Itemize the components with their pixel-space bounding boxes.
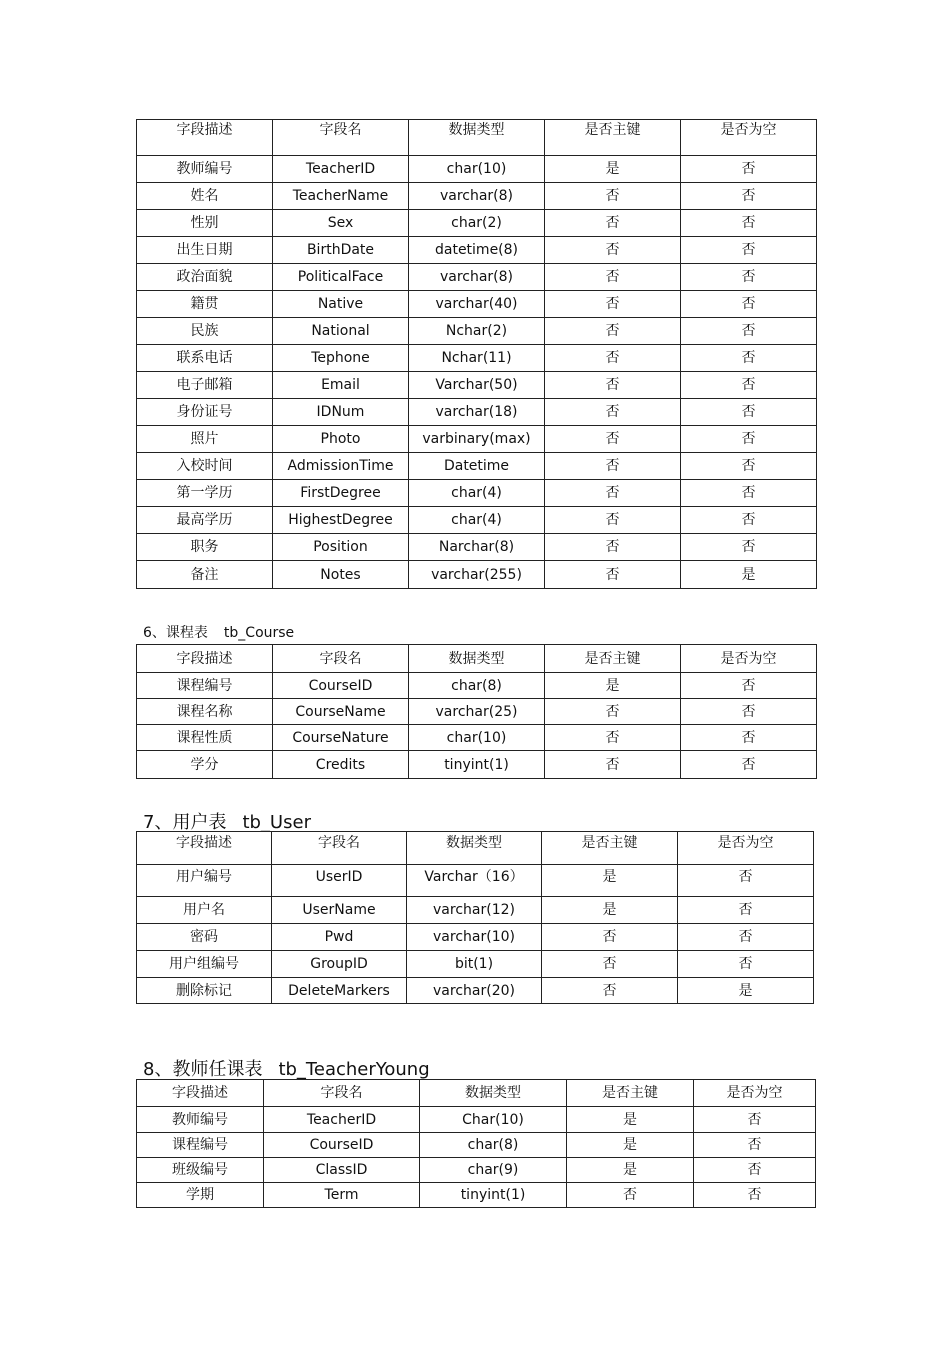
cell-data-type: Varchar(50) (409, 372, 545, 399)
cell-data-type: varchar(18) (409, 399, 545, 426)
cell-field-name: UserID (272, 865, 407, 897)
header-cell: 字段描述 (137, 1080, 264, 1107)
cell-description: 课程性质 (137, 725, 273, 751)
cell-nullable: 否 (694, 1133, 816, 1158)
cell-data-type: Datetime (409, 453, 545, 480)
cell-primary-key: 否 (545, 453, 681, 480)
header-cell: 字段描述 (137, 120, 273, 156)
cell-description: 教师编号 (137, 156, 273, 183)
table-row (137, 507, 817, 534)
cell-field-name: ClassID (264, 1158, 420, 1183)
cell-primary-key: 否 (545, 264, 681, 291)
cell-description: 联系电话 (137, 345, 273, 372)
cell-nullable: 否 (681, 345, 817, 372)
cell-nullable: 否 (681, 751, 817, 779)
cell-field-name: CourseNature (273, 725, 409, 751)
table-row (137, 865, 814, 897)
cell-description: 姓名 (137, 183, 273, 210)
cell-primary-key: 否 (545, 561, 681, 589)
header-cell: 是否为空 (678, 832, 814, 865)
cell-nullable: 否 (681, 725, 817, 751)
cell-field-name: AdmissionTime (273, 453, 409, 480)
cell-field-name: Term (264, 1183, 420, 1208)
cell-data-type: varchar(25) (409, 699, 545, 725)
cell-data-type: varchar(8) (409, 183, 545, 210)
cell-description: 备注 (137, 561, 273, 589)
cell-primary-key: 否 (545, 480, 681, 507)
cell-field-name: CourseID (264, 1133, 420, 1158)
cell-nullable: 否 (694, 1158, 816, 1183)
cell-data-type: varbinary(max) (409, 426, 545, 453)
cell-primary-key: 否 (545, 534, 681, 561)
cell-nullable: 否 (681, 183, 817, 210)
header-cell: 数据类型 (407, 832, 542, 865)
header-cell: 字段名 (264, 1080, 420, 1107)
cell-description: 最高学历 (137, 507, 273, 534)
cell-nullable: 否 (681, 480, 817, 507)
cell-nullable: 否 (681, 156, 817, 183)
cell-data-type: char(10) (409, 156, 545, 183)
cell-nullable: 否 (681, 399, 817, 426)
cell-nullable: 否 (681, 534, 817, 561)
cell-primary-key: 否 (545, 426, 681, 453)
cell-data-type: tinyint(1) (409, 751, 545, 779)
course-table (136, 644, 817, 779)
table-row (137, 291, 817, 318)
cell-data-type: varchar(12) (407, 897, 542, 924)
table-row (137, 725, 817, 751)
cell-data-type: Narchar(8) (409, 534, 545, 561)
cell-field-name: FirstDegree (273, 480, 409, 507)
teacher-table (136, 119, 817, 589)
cell-data-type: Nchar(2) (409, 318, 545, 345)
cell-primary-key: 否 (567, 1183, 694, 1208)
table-row (137, 264, 817, 291)
caption-table-name: tb_Course (223, 625, 295, 641)
cell-field-name: Tephone (273, 345, 409, 372)
caption-title: 7、用户表 (143, 812, 227, 833)
cell-nullable: 否 (681, 318, 817, 345)
cell-description: 用户名 (137, 897, 272, 924)
cell-description: 第一学历 (137, 480, 273, 507)
table-row (137, 1158, 816, 1183)
cell-field-name: Credits (273, 751, 409, 779)
cell-data-type: bit(1) (407, 951, 542, 978)
cell-field-name: CourseID (273, 673, 409, 699)
cell-field-name: Position (273, 534, 409, 561)
cell-data-type: char(8) (409, 673, 545, 699)
cell-data-type: char(10) (409, 725, 545, 751)
table-row (137, 751, 817, 779)
cell-nullable: 否 (681, 673, 817, 699)
cell-nullable: 否 (681, 426, 817, 453)
cell-primary-key: 否 (545, 291, 681, 318)
cell-data-type: char(2) (409, 210, 545, 237)
header-cell: 是否主键 (545, 120, 681, 156)
header-cell: 是否主键 (545, 645, 681, 673)
cell-field-name: TeacherID (264, 1107, 420, 1133)
cell-description: 课程名称 (137, 699, 273, 725)
cell-description: 职务 (137, 534, 273, 561)
caption-table-name: tb_TeacherYoung (278, 1059, 430, 1080)
cell-description: 电子邮箱 (137, 372, 273, 399)
cell-primary-key: 否 (542, 924, 678, 951)
table-row (137, 561, 817, 589)
header-cell: 是否主键 (542, 832, 678, 865)
cell-nullable: 否 (681, 264, 817, 291)
caption-title: 8、教师任课表 (143, 1059, 263, 1080)
cell-field-name: Native (273, 291, 409, 318)
cell-data-type: varchar(8) (409, 264, 545, 291)
table-row (137, 480, 817, 507)
cell-data-type: Varchar（16） (407, 865, 542, 897)
cell-data-type: char(4) (409, 480, 545, 507)
caption-table-name: tb_User (242, 812, 311, 833)
cell-description: 课程编号 (137, 1133, 264, 1158)
user-table (136, 831, 814, 1004)
cell-primary-key: 否 (545, 183, 681, 210)
cell-description: 照片 (137, 426, 273, 453)
table-row (137, 453, 817, 480)
cell-description: 学分 (137, 751, 273, 779)
table-row (137, 978, 814, 1004)
cell-primary-key: 是 (542, 865, 678, 897)
header-row (137, 832, 814, 865)
cell-data-type: char(4) (409, 507, 545, 534)
header-cell: 数据类型 (409, 120, 545, 156)
table-row (137, 924, 814, 951)
header-cell: 字段描述 (137, 832, 272, 865)
cell-primary-key: 是 (567, 1107, 694, 1133)
cell-field-name: Email (273, 372, 409, 399)
table-row (137, 534, 817, 561)
cell-nullable: 否 (678, 897, 814, 924)
cell-data-type: char(9) (420, 1158, 567, 1183)
header-cell: 是否为空 (681, 120, 817, 156)
header-row (137, 645, 817, 673)
cell-primary-key: 是 (567, 1133, 694, 1158)
cell-primary-key: 否 (545, 372, 681, 399)
table-row (137, 372, 817, 399)
header-cell: 字段名 (272, 832, 407, 865)
cell-primary-key: 是 (545, 156, 681, 183)
header-row (137, 1080, 816, 1107)
cell-primary-key: 否 (545, 237, 681, 264)
cell-description: 身份证号 (137, 399, 273, 426)
cell-field-name: Photo (273, 426, 409, 453)
cell-nullable: 否 (678, 865, 814, 897)
cell-field-name: National (273, 318, 409, 345)
cell-nullable: 是 (678, 978, 814, 1004)
header-cell: 是否为空 (694, 1080, 816, 1107)
cell-data-type: varchar(10) (407, 924, 542, 951)
table-row (137, 1107, 816, 1133)
cell-primary-key: 否 (542, 951, 678, 978)
cell-primary-key: 否 (545, 318, 681, 345)
table-row (137, 951, 814, 978)
table-row (137, 318, 817, 345)
cell-field-name: CourseName (273, 699, 409, 725)
cell-field-name: Pwd (272, 924, 407, 951)
table-row (137, 210, 817, 237)
cell-nullable: 否 (681, 372, 817, 399)
table-row (137, 426, 817, 453)
header-cell: 字段名 (273, 120, 409, 156)
cell-primary-key: 否 (545, 399, 681, 426)
table-row (137, 345, 817, 372)
cell-field-name: Notes (273, 561, 409, 589)
teacher-course-table (136, 1079, 816, 1208)
cell-primary-key: 否 (545, 507, 681, 534)
cell-primary-key: 否 (545, 725, 681, 751)
cell-data-type: char(8) (420, 1133, 567, 1158)
cell-field-name: UserName (272, 897, 407, 924)
cell-field-name: GroupID (272, 951, 407, 978)
cell-nullable: 否 (681, 507, 817, 534)
cell-description: 入校时间 (137, 453, 273, 480)
cell-field-name: Sex (273, 210, 409, 237)
header-cell: 数据类型 (409, 645, 545, 673)
cell-primary-key: 否 (545, 210, 681, 237)
cell-description: 出生日期 (137, 237, 273, 264)
header-cell: 数据类型 (420, 1080, 567, 1107)
cell-description: 学期 (137, 1183, 264, 1208)
cell-nullable: 否 (694, 1183, 816, 1208)
cell-description: 教师编号 (137, 1107, 264, 1133)
table-caption-course (143, 622, 294, 642)
cell-description: 密码 (137, 924, 272, 951)
cell-data-type: Char(10) (420, 1107, 567, 1133)
caption-title: 6、课程表 (143, 625, 208, 641)
cell-nullable: 否 (681, 210, 817, 237)
cell-field-name: TeacherName (273, 183, 409, 210)
table-row (137, 183, 817, 210)
cell-primary-key: 否 (542, 978, 678, 1004)
cell-primary-key: 否 (545, 699, 681, 725)
cell-field-name: HighestDegree (273, 507, 409, 534)
header-row (137, 120, 817, 156)
cell-data-type: tinyint(1) (420, 1183, 567, 1208)
cell-field-name: DeleteMarkers (272, 978, 407, 1004)
cell-primary-key: 是 (545, 673, 681, 699)
cell-primary-key: 否 (545, 751, 681, 779)
cell-nullable: 否 (681, 453, 817, 480)
cell-nullable: 否 (678, 951, 814, 978)
header-cell: 是否为空 (681, 645, 817, 673)
cell-description: 用户编号 (137, 865, 272, 897)
cell-primary-key: 是 (542, 897, 678, 924)
cell-nullable: 否 (694, 1107, 816, 1133)
cell-field-name: PoliticalFace (273, 264, 409, 291)
cell-data-type: varchar(255) (409, 561, 545, 589)
header-cell: 字段描述 (137, 645, 273, 673)
cell-nullable: 是 (681, 561, 817, 589)
cell-field-name: TeacherID (273, 156, 409, 183)
cell-data-type: varchar(40) (409, 291, 545, 318)
cell-description: 用户组编号 (137, 951, 272, 978)
cell-description: 民族 (137, 318, 273, 345)
table-row (137, 156, 817, 183)
cell-primary-key: 否 (545, 345, 681, 372)
table-row (137, 1183, 816, 1208)
table-row (137, 673, 817, 699)
cell-description: 政治面貌 (137, 264, 273, 291)
table-row (137, 699, 817, 725)
cell-primary-key: 是 (567, 1158, 694, 1183)
cell-nullable: 否 (681, 699, 817, 725)
cell-description: 班级编号 (137, 1158, 264, 1183)
cell-description: 籍贯 (137, 291, 273, 318)
cell-description: 课程编号 (137, 673, 273, 699)
cell-field-name: BirthDate (273, 237, 409, 264)
header-cell: 是否主键 (567, 1080, 694, 1107)
header-cell: 字段名 (273, 645, 409, 673)
cell-description: 性别 (137, 210, 273, 237)
table-row (137, 237, 817, 264)
cell-description: 删除标记 (137, 978, 272, 1004)
cell-data-type: varchar(20) (407, 978, 542, 1004)
cell-nullable: 否 (678, 924, 814, 951)
cell-field-name: IDNum (273, 399, 409, 426)
cell-nullable: 否 (681, 291, 817, 318)
cell-data-type: Nchar(11) (409, 345, 545, 372)
cell-nullable: 否 (681, 237, 817, 264)
table-row (137, 897, 814, 924)
table-caption-teacher-young (143, 1055, 430, 1081)
table-row (137, 1133, 816, 1158)
cell-data-type: datetime(8) (409, 237, 545, 264)
table-row (137, 399, 817, 426)
